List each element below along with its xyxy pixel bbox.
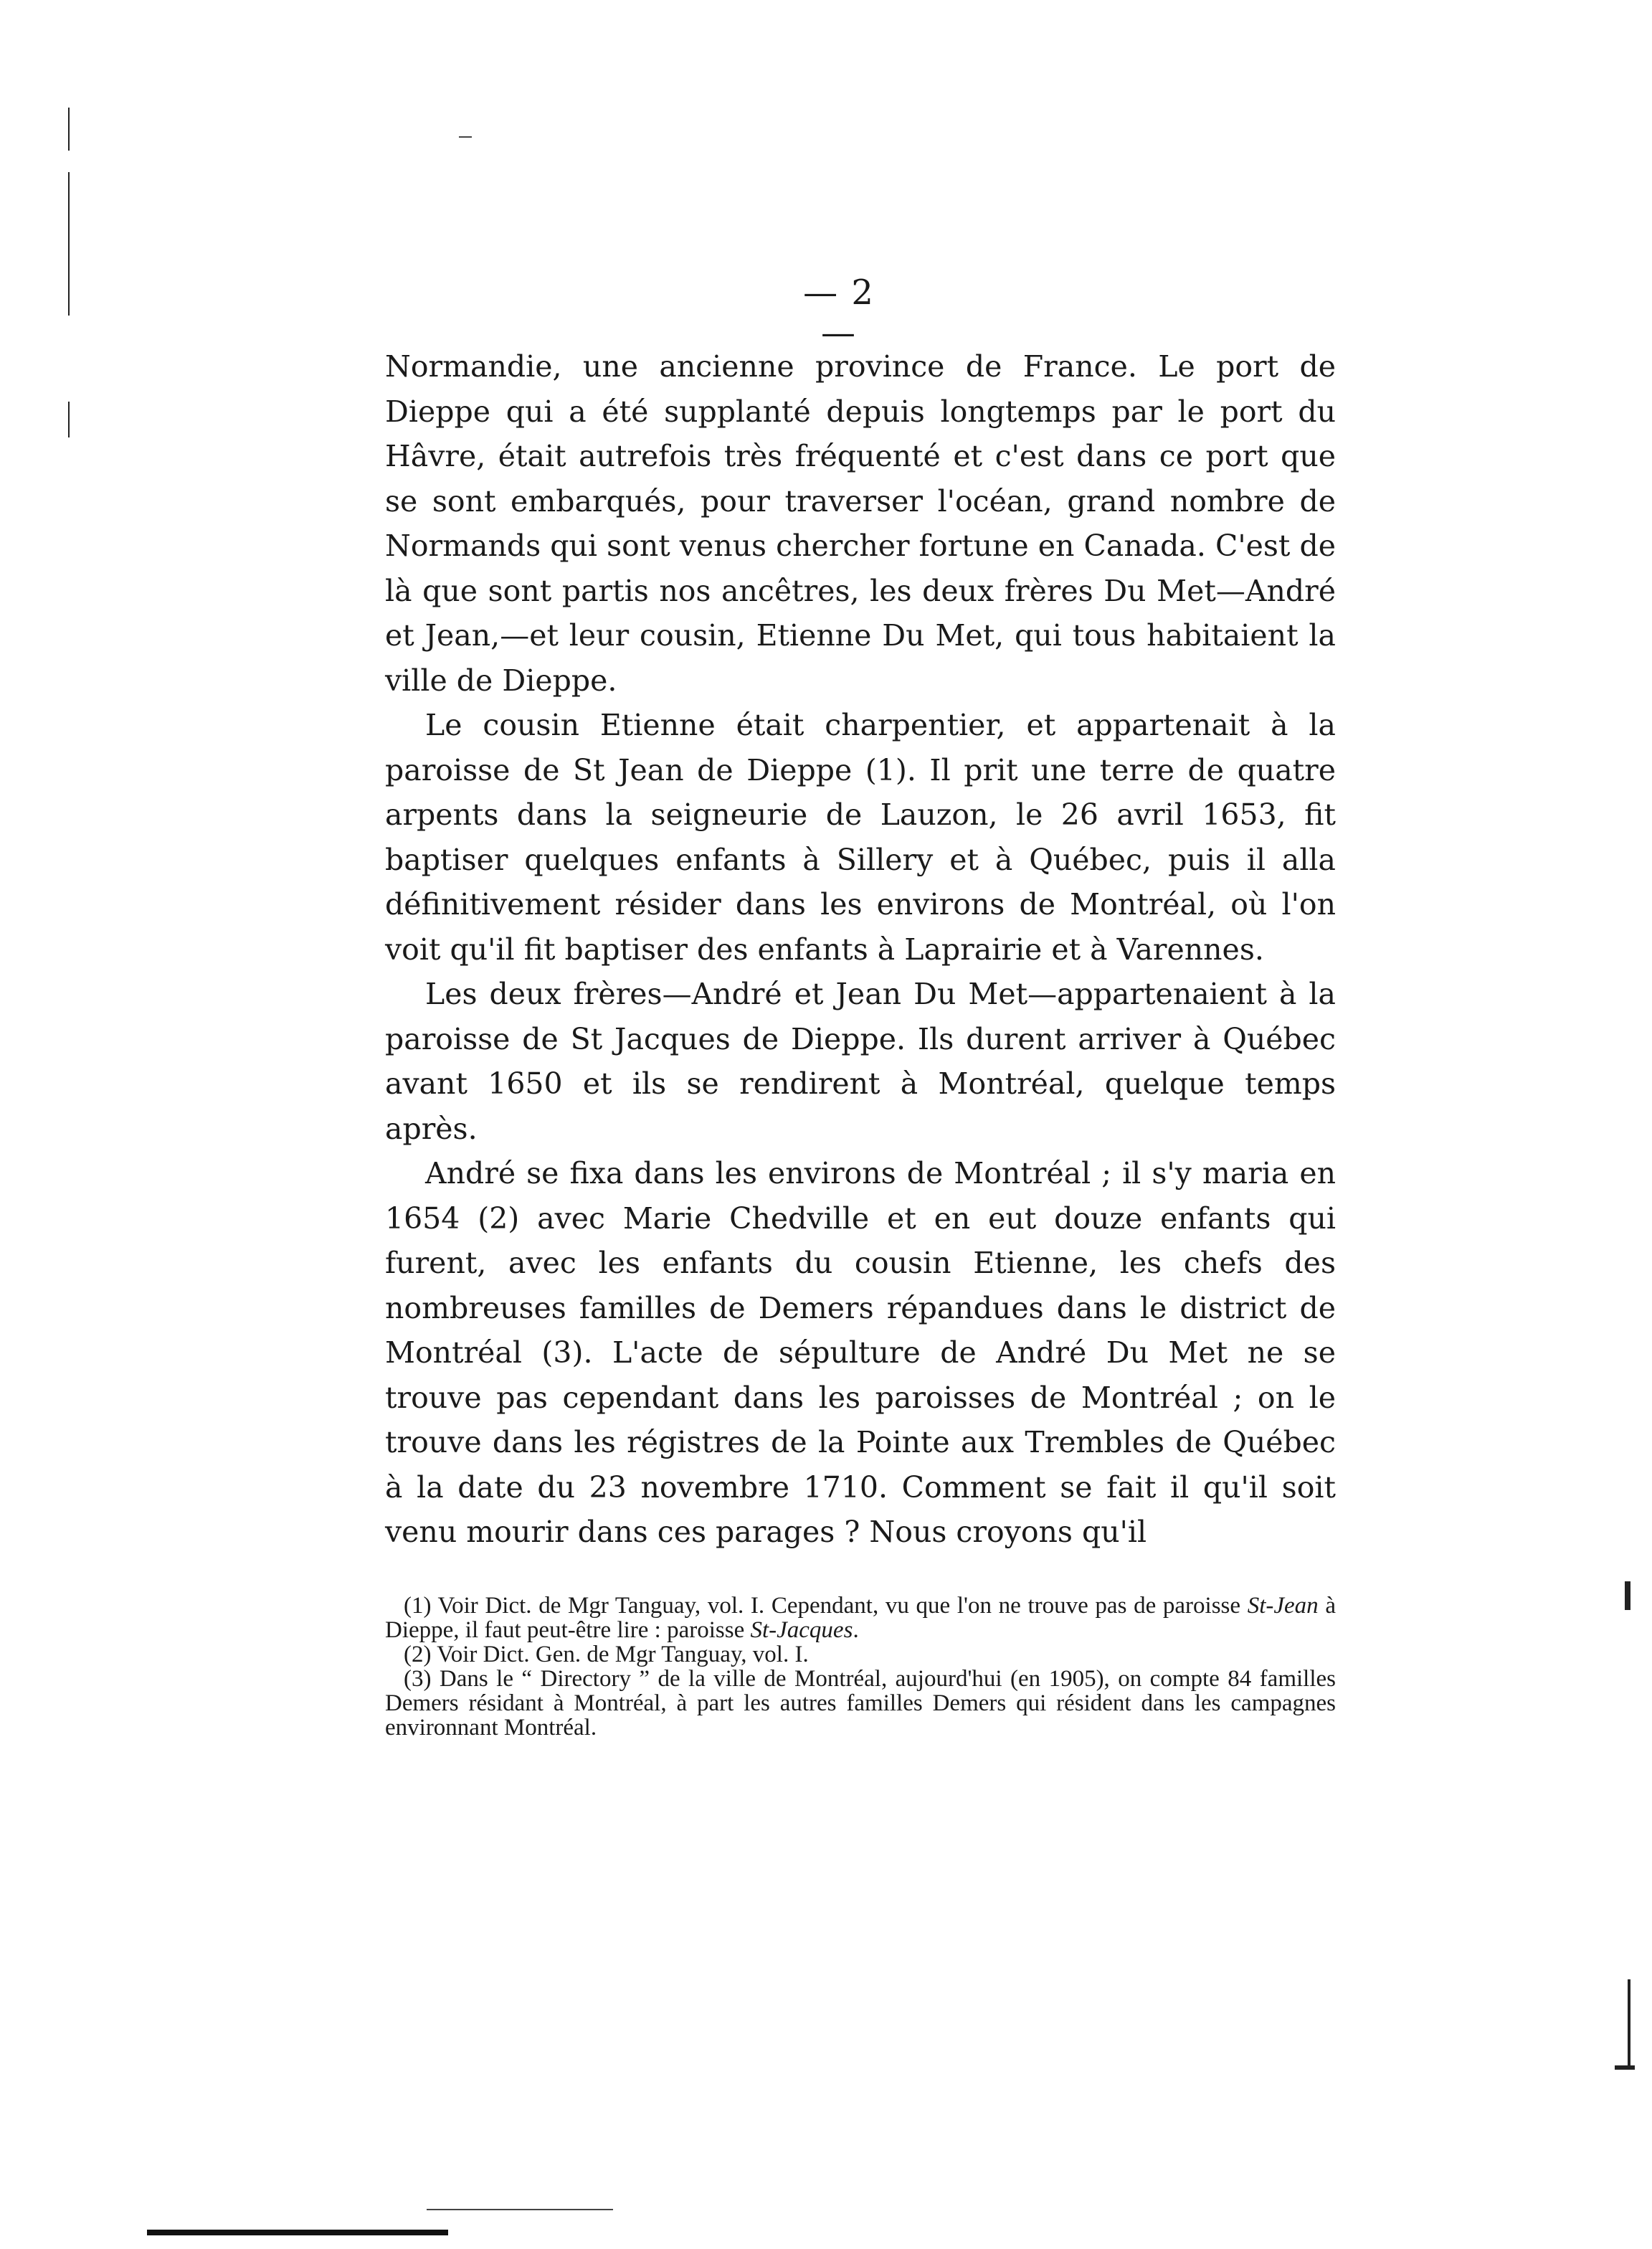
scan-artifact <box>427 2209 613 2210</box>
scan-artifact <box>1615 2065 1635 2070</box>
paragraph-2: Le cousin Etienne était charpentier, et appartenait à la paroisse de St Jean de Dieppe (1). Il prit une terre de quatre arpents dans la seigneurie de Lauzon, le 26 avril 1653, fit baptiser quelques enfants à Sillery et à Québec, puis il alla définitivement résider dans les environs de Montréal, où l'on voit qu'il fit baptiser des enfants à Laprairie et à Varennes. <box>385 708 1336 967</box>
footnote-3: (3) Dans le “ Directory ” de la ville de Montréal, aujourd'hui (en 1905), on compte 84 familles Demers résidant à Montréal, à part les autres familles Demers qui résident dans les campagnes environnant Montréal. <box>385 1666 1336 1741</box>
paragraph-4: André se fixa dans les environs de Montréal ; il s'y maria en 1654 (2) avec Marie Chedville et en eut douze enfants qui furent, avec les enfants du cousin Etienne, les chefs des nombreuses familles de Demers répandues dans le district de Montréal (3). L'acte de sépulture de André Du Met ne se trouve pas cependant dans les paroisses de Montréal ; on le trouve dans les régistres de la Pointe aux Trembles de Québec à la date du 23 novembre 1710. Comment se fait il qu'il soit venu mourir dans ces parages ? Nous croyons qu'il <box>385 1156 1336 1549</box>
body-text <box>385 344 1336 1555</box>
scan-artifact <box>68 172 70 316</box>
footnote-1-text-middle: à Dieppe, il faut peut-être lire : paroisse <box>385 1593 1336 1643</box>
footnote-1-text: (1) Voir Dict. de Mgr Tanguay, vol. I. Cependant, vu que l'on ne trouve pas de paroisse <box>404 1593 1248 1619</box>
scan-artifact <box>68 402 70 437</box>
footnote-1 <box>385 1594 1336 1642</box>
footnotes <box>385 1594 1336 1740</box>
footnote-2: (2) Voir Dict. Gen. de Mgr Tanguay, vol. I. <box>404 1642 809 1667</box>
paragraph-3: Les deux frères—André et Jean Du Met—appartenaient à la paroisse de St Jacques de Dieppe. Ils durent arriver à Québec avant 1650 et ils se rendirent à Montréal, quelque temps après. <box>385 977 1336 1146</box>
footnote-1-end: . <box>853 1617 859 1643</box>
scan-artifact <box>459 136 472 138</box>
footnote-1-italic-st-jean: St-Jean <box>1247 1593 1319 1619</box>
paragraph-1: Normandie, une ancienne province de France. Le port de Dieppe qui a été supplanté depuis longtemps par le port du Hâvre, était autrefois très fréquenté et c'est dans ce port que se sont embarqués, pour traverser l'océan, grand nombre de Normands qui sont venus chercher fortune en Canada. C'est de là que sont partis nos ancêtres, les deux frères Du Met—André et Jean,—et leur cousin, Etienne Du Met, qui tous habitaient la ville de Dieppe. <box>385 349 1336 698</box>
scan-artifact <box>1628 1979 1630 2065</box>
footnote-1-italic-st-jacques: St-Jacques <box>750 1617 853 1643</box>
scan-artifact <box>68 108 70 151</box>
scan-artifact <box>1625 1581 1630 1610</box>
scan-artifact-bar <box>147 2230 448 2235</box>
page-number: — 2 — <box>803 273 875 353</box>
